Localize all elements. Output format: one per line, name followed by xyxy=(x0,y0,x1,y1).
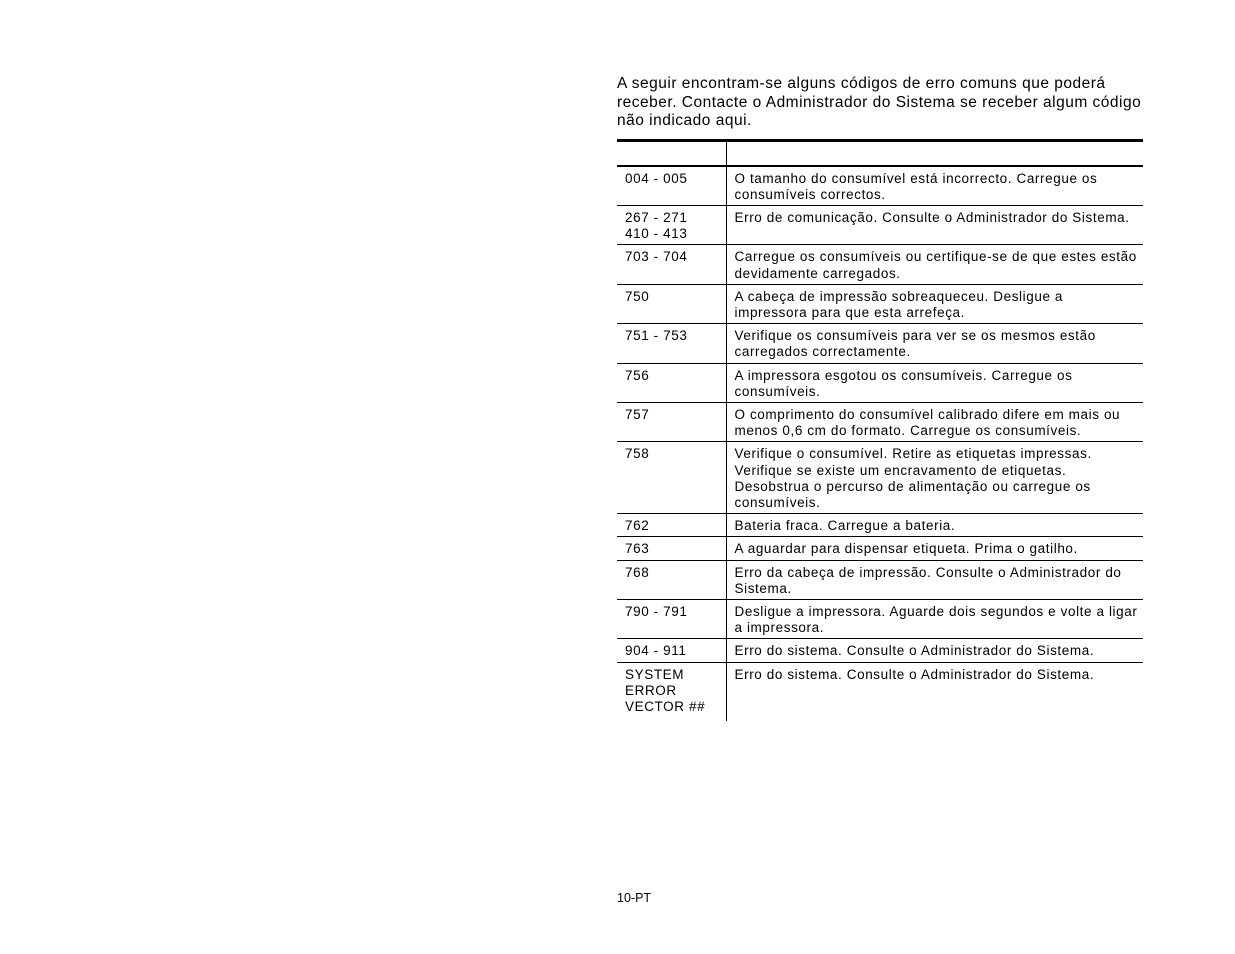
error-code-cell: 758 xyxy=(617,442,726,514)
table-header-row xyxy=(617,141,1143,166)
error-code-cell: 750 xyxy=(617,284,726,323)
error-codes-table xyxy=(617,139,1143,721)
error-description-cell: Bateria fraca. Carregue a bateria. xyxy=(726,514,1143,537)
error-description-cell: Verifique o consumível. Retire as etiquetas impressas. Verifique se existe um encravamento de etiquetas. Desobstrua o percurso de alimentação ou carregue os consumíveis. xyxy=(726,442,1143,514)
table-row xyxy=(617,662,1143,721)
table-row xyxy=(617,166,1143,206)
error-description-cell: O comprimento do consumível calibrado difere em mais ou menos 0,6 cm do formato. Carregue os consumíveis. xyxy=(726,402,1143,441)
error-description-cell: Erro do sistema. Consulte o Administrador do Sistema. xyxy=(734,666,1095,682)
table-row xyxy=(617,639,1143,662)
error-description-cell: A cabeça de impressão sobreaqueceu. Desligue a impressora para que esta arrefeça. xyxy=(726,284,1143,323)
error-code-cell: 763 xyxy=(617,537,726,560)
error-description-cell: Erro da cabeça de impressão. Consulte o Administrador do Sistema. xyxy=(726,560,1143,599)
table-row xyxy=(617,205,1143,244)
error-code-cell: 757 xyxy=(617,402,726,441)
error-description-cell: Erro de comunicação. Consulte o Administrador do Sistema. xyxy=(726,205,1143,244)
error-description-cell: Desligue a impressora. Aguarde dois segundos e volte a ligar a impressora. xyxy=(726,599,1143,638)
error-code-cell: 703 - 704 xyxy=(617,245,726,284)
error-code-cell: 790 - 791 xyxy=(617,599,726,638)
table-row xyxy=(617,284,1143,323)
intro-paragraph: A seguir encontram-se alguns códigos de erro comuns que poderá receber. Contacte o Administrador do Sistema se receber algum código não indicado aqui. xyxy=(617,75,1142,129)
table-row xyxy=(617,560,1143,599)
error-code-cell: 762 xyxy=(617,514,726,537)
table-row xyxy=(617,537,1143,560)
error-description-cell: A aguardar para dispensar etiqueta. Prima o gatilho. xyxy=(726,537,1143,560)
error-code-cell: 756 xyxy=(617,363,726,402)
error-code-cell: 904 - 911 xyxy=(617,639,726,662)
error-code-cell: 004 - 005 xyxy=(617,166,726,206)
table-row xyxy=(617,324,1143,363)
page-number: 10-PT xyxy=(617,891,652,905)
table-row xyxy=(617,599,1143,638)
error-description-cell: Erro do sistema. Consulte o Administrador do Sistema. xyxy=(726,639,1143,662)
error-code-cell: 768 xyxy=(617,560,726,599)
error-code-cell: 267 - 271 410 - 413 xyxy=(617,205,726,244)
error-code-cell: 751 - 753 xyxy=(617,324,726,363)
error-description-cell: O tamanho do consumível está incorrecto. Carregue os consumíveis correctos. xyxy=(726,166,1143,206)
error-codes-body xyxy=(617,166,1143,722)
error-description-cell: Verifique os consumíveis para ver se os mesmos estão carregados correctamente. xyxy=(726,324,1143,363)
header-description xyxy=(726,141,1143,166)
table-row xyxy=(617,245,1143,284)
table-row xyxy=(617,363,1143,402)
table-row xyxy=(617,442,1143,514)
error-description-cell: A impressora esgotou os consumíveis. Carregue os consumíveis. xyxy=(726,363,1143,402)
header-code xyxy=(617,141,726,166)
error-code-cell: SYSTEM ERROR VECTOR ## xyxy=(617,662,726,721)
table-row xyxy=(617,514,1143,537)
table-row xyxy=(617,402,1143,441)
error-description-cell: Carregue os consumíveis ou certifique-se de que estes estão devidamente carregados. xyxy=(726,245,1143,284)
